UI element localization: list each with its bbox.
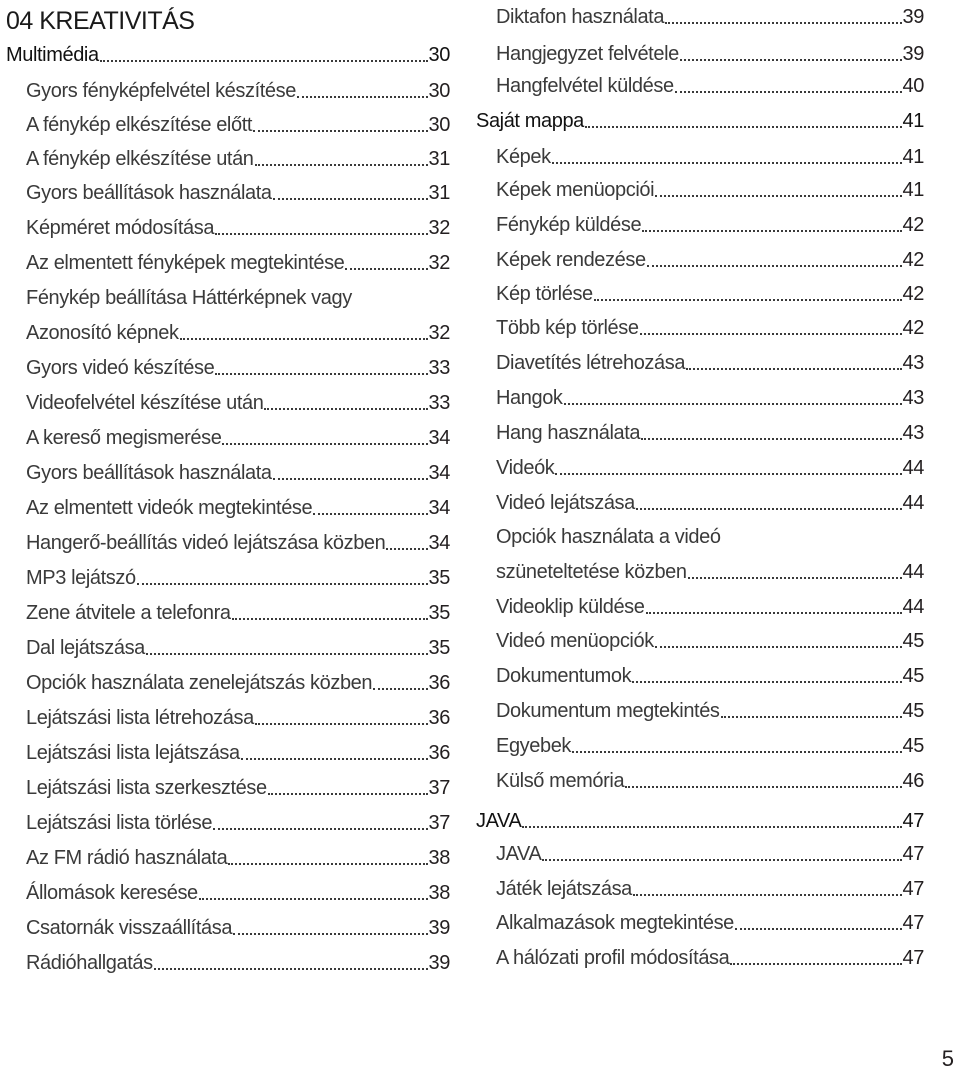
dot-leader [675, 91, 902, 93]
toc-entry-title: Dokumentumok [496, 665, 632, 687]
toc-entry-page: 38 [428, 882, 450, 904]
dot-leader [686, 368, 901, 370]
toc-entry-page: 31 [428, 182, 450, 204]
toc-entry[interactable] [476, 140, 924, 170]
toc-entry-title: Az elmentett videók megtekintése [26, 497, 313, 519]
toc-entry[interactable] [6, 281, 450, 311]
toc-entry[interactable] [476, 173, 924, 203]
dot-leader [555, 473, 901, 475]
toc-entry-page: 41 [902, 146, 924, 168]
toc-entry-title: Több kép törlése [496, 317, 639, 339]
toc-entry-title: Képek menüopciói [496, 179, 655, 201]
toc-entry[interactable] [6, 631, 450, 661]
toc-entry-page: 35 [428, 602, 450, 624]
dot-leader [585, 126, 902, 128]
toc-entry[interactable] [6, 701, 450, 731]
dot-leader [264, 408, 427, 410]
toc-entry-title: Azonosító képnek [26, 322, 179, 344]
toc-entry-title: Videó lejátszása [496, 492, 635, 514]
dot-leader [735, 928, 902, 930]
toc-section-entry[interactable] [476, 104, 924, 134]
toc-entry-page: 45 [902, 665, 924, 687]
toc-entry-title: Az FM rádió használata [26, 847, 228, 869]
toc-entry[interactable] [476, 659, 924, 689]
toc-entry[interactable] [476, 381, 924, 411]
dot-leader [373, 688, 427, 690]
toc-entry[interactable] [476, 37, 924, 67]
toc-entry-page: 39 [428, 952, 450, 974]
toc-entry-title: Dokumentum megtekintés [496, 700, 720, 722]
toc-entry-title: Lejátszási lista létrehozása [26, 707, 254, 729]
toc-entry-page: 44 [902, 457, 924, 479]
dot-leader [215, 233, 427, 235]
dot-leader [642, 230, 901, 232]
toc-entry-page: 33 [428, 357, 450, 379]
toc-entry[interactable] [6, 74, 450, 104]
dot-leader [199, 898, 428, 900]
toc-entry-title: Lejátszási lista szerkesztése [26, 777, 267, 799]
toc-entry-page: 47 [902, 810, 924, 832]
dot-leader [636, 508, 902, 510]
toc-entry[interactable] [6, 421, 450, 451]
toc-entry-title: Diktafon használata [496, 6, 665, 28]
toc-entry-title: Külső memória [496, 770, 625, 792]
toc-entry[interactable] [6, 561, 450, 591]
toc-entry[interactable] [6, 876, 450, 906]
toc-entry-title: Lejátszási lista lejátszása [26, 742, 240, 764]
toc-entry[interactable] [6, 736, 450, 766]
toc-entry-page: 33 [428, 392, 450, 414]
toc-entry-page: 39 [902, 6, 924, 28]
toc-entry[interactable] [6, 491, 450, 521]
toc-entry-title: A fénykép elkészítése után [26, 148, 254, 170]
toc-entry-title: JAVA [476, 810, 522, 832]
toc-entry[interactable] [476, 906, 924, 936]
dot-leader [241, 758, 428, 760]
toc-entry[interactable] [476, 243, 924, 273]
toc-entry[interactable] [476, 277, 924, 307]
toc-entry[interactable] [476, 0, 924, 30]
toc-entry-title: Hang használata [496, 422, 641, 444]
toc-entry-title: Dal lejátszása [26, 637, 145, 659]
toc-entry-page: 32 [428, 322, 450, 344]
toc-entry[interactable] [476, 416, 924, 446]
dot-leader [255, 164, 428, 166]
toc-entry-title: szüneteltetése közben [496, 561, 687, 583]
dot-leader [641, 438, 901, 440]
dot-leader [213, 828, 428, 830]
toc-entry-title: Gyors fényképfelvétel készítése [26, 80, 296, 102]
toc-entry-title: Videó menüopciók [496, 630, 654, 652]
dot-leader [255, 723, 428, 725]
toc-entry-page: 43 [902, 352, 924, 374]
toc-entry-title: Videoklip küldése [496, 596, 645, 618]
toc-entry-title: Rádióhallgatás [26, 952, 153, 974]
toc-entry-title: A kereső megismerése [26, 427, 222, 449]
dot-leader [564, 403, 902, 405]
dot-leader [273, 478, 428, 480]
dot-leader [688, 577, 902, 579]
section-heading: 04 KREATIVITÁS [6, 7, 195, 35]
toc-entry[interactable] [6, 456, 450, 486]
toc-entry[interactable] [6, 806, 450, 836]
toc-entry-page: 41 [902, 179, 924, 201]
toc-entry-page: 41 [902, 110, 924, 132]
toc-entry[interactable] [6, 211, 450, 241]
dot-leader [655, 195, 901, 197]
toc-entry-page: 38 [428, 847, 450, 869]
toc-entry-page: 42 [902, 283, 924, 305]
toc-entry-title: Képek rendezése [496, 249, 646, 271]
dot-leader [522, 826, 901, 828]
toc-entry-page: 46 [902, 770, 924, 792]
dot-leader [552, 162, 902, 164]
toc-section-entry[interactable] [476, 804, 924, 834]
toc-entry[interactable] [476, 346, 924, 376]
toc-entry-title: A fénykép elkészítése előtt [26, 114, 253, 136]
toc-entry[interactable] [476, 520, 924, 550]
dot-leader [345, 268, 427, 270]
dot-leader [665, 22, 901, 24]
toc-entry-title: Egyebek [496, 735, 572, 757]
dot-leader [253, 130, 428, 132]
toc-entry-title: Fénykép küldése [496, 214, 642, 236]
toc-entry-page: 39 [428, 917, 450, 939]
toc-entry-page: 47 [902, 912, 924, 934]
toc-entry-title: JAVA [496, 843, 542, 865]
toc-entry-page: 47 [902, 878, 924, 900]
toc-entry-page: 30 [428, 114, 450, 136]
dot-leader [572, 751, 902, 753]
dot-leader [632, 681, 901, 683]
toc-entry-title: Zene átvitele a telefonra [26, 602, 231, 624]
dot-leader [154, 968, 428, 970]
toc-entry-title: Gyors beállítások használata [26, 462, 272, 484]
toc-entry-title: Hangjegyzet felvétele [496, 43, 679, 65]
toc-entry-title: Hangerő-beállítás videó lejátszása közben [26, 532, 386, 554]
toc-entry-title: Képek [496, 146, 551, 168]
toc-entry-page: 42 [902, 249, 924, 271]
dot-leader [146, 653, 428, 655]
dot-leader [180, 338, 428, 340]
toc-entry-page: 44 [902, 561, 924, 583]
toc-entry-title: Fénykép beállítása Háttérképnek vagy [26, 287, 352, 309]
toc-entry-page: 45 [902, 700, 924, 722]
toc-entry[interactable] [476, 555, 924, 585]
toc-entry[interactable] [6, 841, 450, 871]
dot-leader [137, 583, 428, 585]
toc-entry-page: 42 [902, 214, 924, 236]
toc-entry-page: 39 [902, 43, 924, 65]
toc-entry[interactable] [476, 694, 924, 724]
toc-entry-page: 47 [902, 947, 924, 969]
toc-entry-page: 44 [902, 492, 924, 514]
toc-entry-page: 35 [428, 637, 450, 659]
toc-entry-title: Képméret módosítása [26, 217, 215, 239]
dot-leader [268, 793, 428, 795]
dot-leader [100, 60, 428, 62]
toc-entry[interactable] [6, 108, 450, 138]
toc-entry-page: 47 [902, 843, 924, 865]
dot-leader [232, 618, 428, 620]
dot-leader [625, 786, 901, 788]
toc-entry[interactable] [476, 764, 924, 794]
toc-entry[interactable] [6, 911, 450, 941]
toc-entry[interactable] [476, 941, 924, 971]
toc-entry-title: Opciók használata zenelejátszás közben [26, 672, 373, 694]
toc-entry-page: 40 [902, 75, 924, 97]
toc-entry[interactable] [6, 246, 450, 276]
toc-entry-title: Hangfelvétel küldése [496, 75, 674, 97]
toc-entry-title: Játék lejátszása [496, 878, 632, 900]
toc-entry-page: 44 [902, 596, 924, 618]
dot-leader [273, 198, 428, 200]
toc-entry-page: 36 [428, 707, 450, 729]
toc-entry[interactable] [476, 486, 924, 516]
toc-entry[interactable] [6, 142, 450, 172]
toc-entry-page: 43 [902, 387, 924, 409]
toc-entry-title: Opciók használata a videó [496, 526, 721, 548]
toc-entry-page: 32 [428, 217, 450, 239]
toc-entry-page: 34 [428, 427, 450, 449]
toc-section-entry[interactable] [6, 38, 450, 68]
dot-leader [386, 548, 427, 550]
dot-leader [297, 96, 428, 98]
toc-entry-title: Alkalmazások megtekintése [496, 912, 734, 934]
toc-entry[interactable] [476, 872, 924, 902]
dot-leader [633, 894, 902, 896]
toc-entry-page: 34 [428, 532, 450, 554]
dot-leader [655, 646, 902, 648]
toc-entry-page: 32 [428, 252, 450, 274]
toc-entry[interactable] [476, 208, 924, 238]
toc-entry-page: 34 [428, 462, 450, 484]
dot-leader [721, 716, 902, 718]
dot-leader [313, 513, 427, 515]
toc-entry[interactable] [476, 590, 924, 620]
dot-leader [222, 443, 427, 445]
dot-leader [594, 299, 902, 301]
toc-entry-page: 45 [902, 630, 924, 652]
toc-entry-title: Saját mappa [476, 110, 584, 132]
toc-entry[interactable] [6, 771, 450, 801]
toc-entry-page: 36 [428, 672, 450, 694]
toc-entry-page: 30 [428, 44, 450, 66]
dot-leader [233, 933, 428, 935]
dot-leader [647, 265, 902, 267]
toc-entry-title: Hangok [496, 387, 563, 409]
toc-entry[interactable] [476, 729, 924, 759]
toc-entry-title: Állomások keresése [26, 882, 198, 904]
dot-leader [646, 612, 902, 614]
toc-entry-title: Gyors videó készítése [26, 357, 215, 379]
dot-leader [680, 59, 902, 61]
toc-entry[interactable] [6, 946, 450, 976]
toc-entry-page: 43 [902, 422, 924, 444]
toc-entry-title: Videók [496, 457, 555, 479]
toc-entry-title: Videofelvétel készítése után [26, 392, 264, 414]
dot-leader [640, 333, 902, 335]
toc-entry-page: 36 [428, 742, 450, 764]
toc-entry-page: 35 [428, 567, 450, 589]
toc-entry[interactable] [476, 451, 924, 481]
toc-entry[interactable] [476, 837, 924, 867]
toc-entry[interactable] [6, 666, 450, 696]
toc-entry[interactable] [6, 386, 450, 416]
toc-entry-title: Lejátszási lista törlése [26, 812, 213, 834]
toc-entry-page: 37 [428, 777, 450, 799]
toc-entry[interactable] [476, 624, 924, 654]
toc-entry-page: 42 [902, 317, 924, 339]
dot-leader [228, 863, 427, 865]
dot-leader [542, 859, 901, 861]
toc-entry-title: Gyors beállítások használata [26, 182, 272, 204]
toc-entry-title: MP3 lejátszó [26, 567, 136, 589]
toc-entry-title: A hálózati profil módosítása [496, 947, 730, 969]
toc-entry-title: Multimédia [6, 44, 99, 66]
dot-leader [730, 963, 901, 965]
toc-entry-title: Diavetítés létrehozása [496, 352, 686, 374]
page-number: 5 [941, 1046, 954, 1071]
toc-entry[interactable] [6, 316, 450, 346]
toc-entry-title: Az elmentett fényképek megtekintése [26, 252, 345, 274]
toc-entry-page: 30 [428, 80, 450, 102]
toc-entry-page: 31 [428, 148, 450, 170]
toc-entry[interactable] [6, 596, 450, 626]
toc-entry[interactable] [6, 351, 450, 381]
toc-entry-page: 37 [428, 812, 450, 834]
dot-leader [215, 373, 427, 375]
toc-entry-page: 34 [428, 497, 450, 519]
toc-entry[interactable] [476, 311, 924, 341]
toc-entry[interactable] [6, 526, 450, 556]
toc-entry-page: 45 [902, 735, 924, 757]
toc-entry[interactable] [476, 69, 924, 99]
toc-entry[interactable] [6, 176, 450, 206]
toc-entry-title: Kép törlése [496, 283, 593, 305]
toc-entry-title: Csatornák visszaállítása [26, 917, 233, 939]
